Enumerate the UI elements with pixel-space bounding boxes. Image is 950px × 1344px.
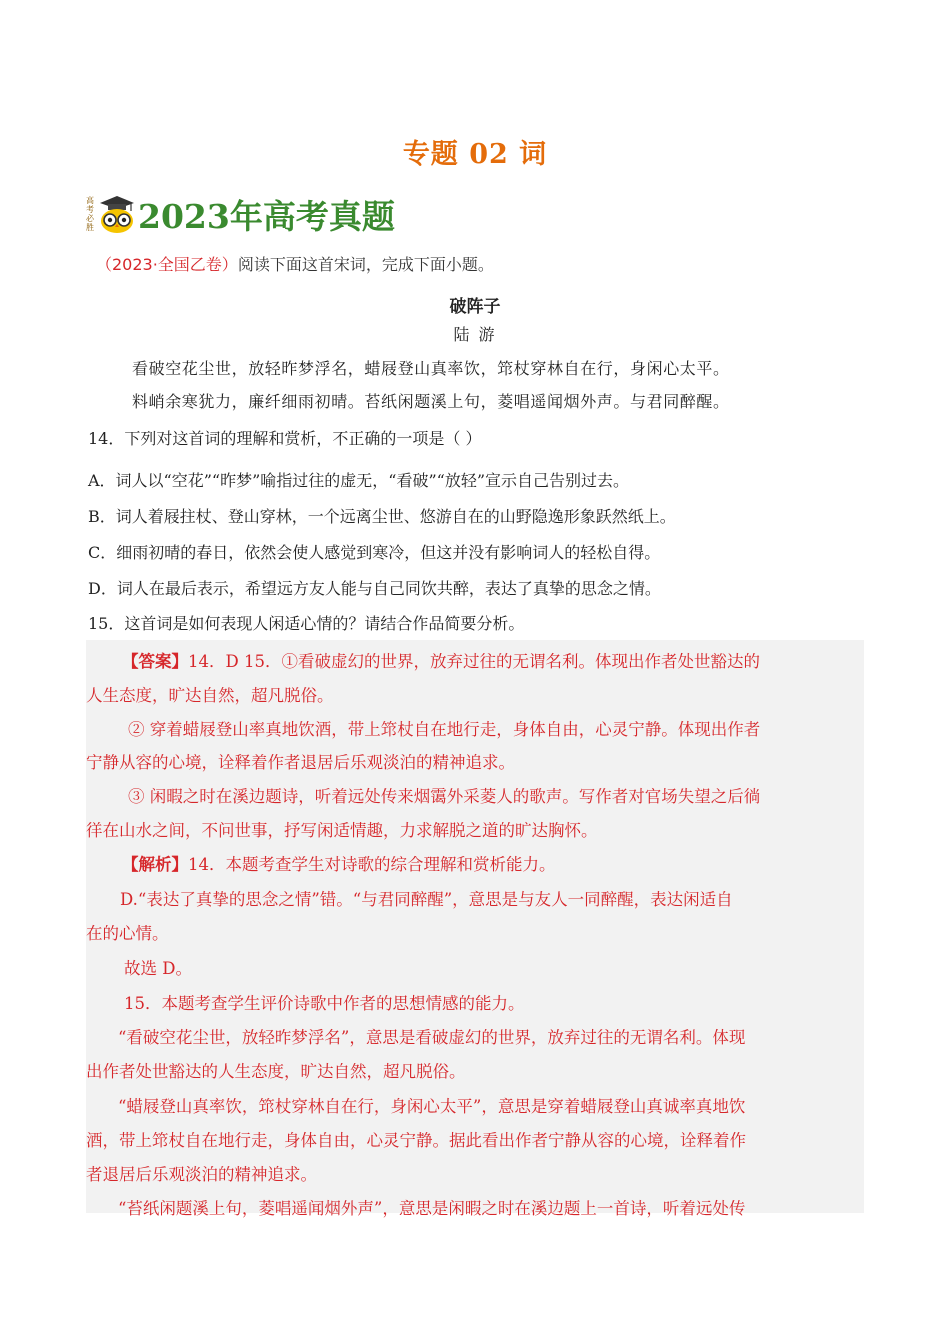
- analysis-line: 故选 D。: [124, 959, 192, 978]
- seal-char: 胜: [86, 223, 94, 232]
- answer-line: [122, 648, 760, 672]
- answer-line: ③ 闲暇之时在溪边题诗，听着远处传来烟霭外采菱人的歌声。写作者对官场失望之后徜: [128, 787, 761, 806]
- section-banner: [86, 190, 395, 238]
- option-c: C．细雨初晴的春日，依然会使人感觉到寒冷，但这并没有影响词人的轻松自得。: [88, 543, 661, 562]
- analysis-line: “苔纸闲题溪上句，菱唱遥闻烟外声”，意思是闲暇之时在溪边题上一首诗，听着远处传: [118, 1199, 746, 1218]
- seal-logo: [86, 196, 96, 232]
- analysis-line: “看破空花尘世，放轻昨梦浮名”，意思是看破虚幻的世界，放弃过往的无谓名利。体现: [118, 1028, 746, 1047]
- answer-line: 人生态度，旷达自然，超凡脱俗。: [86, 686, 334, 705]
- question-source: （2023·全国乙卷）: [96, 255, 238, 274]
- analysis-line: 出作者处世豁达的人生态度，旷达自然，超凡脱俗。: [86, 1062, 466, 1081]
- option-a: A．词人以“空花”“昨梦”喻指过往的虚无，“看破”“放轻”宣示自己告别过去。: [88, 471, 629, 490]
- question-14: 14．下列对这首词的理解和赏析，不正确的一项是（ ）: [88, 429, 482, 448]
- analysis-line: [122, 851, 556, 875]
- seal-char: 高: [86, 196, 94, 205]
- answer-label: 【答案】: [122, 652, 188, 671]
- option-d: D．词人在最后表示，希望远方友人能与自己同饮共醉，表达了真挚的思念之情。: [88, 579, 661, 598]
- analysis-line: D.“表达了真挚的思念之情”错。“与君同醉醒”，意思是与友人一同醉醒，表达闲适自: [120, 890, 733, 909]
- analysis-line: 15．本题考查学生评价诗歌中作者的思想情感的能力。: [124, 994, 525, 1013]
- analysis-line: “蜡屐登山真率饮，筇杖穿林自在行，身闲心太平”，意思是穿着蜡屐登山真诚率真地饮: [118, 1097, 746, 1116]
- poem-line: 看破空花尘世，放轻昨梦浮名，蜡屐登山真率饮，筇杖穿林自在行，身闲心太平。: [132, 359, 730, 378]
- analysis-label: 【解析】: [122, 855, 188, 874]
- answer-text: 14．D 15．①看破虚幻的世界，放弃过往的无谓名利。体现出作者处世豁达的: [188, 652, 760, 671]
- analysis-line: 酒，带上筇杖自在地行走，身体自由，心灵宁静。据此看出作者宁静从容的心境，诠释着作: [86, 1131, 746, 1150]
- intro-line: [96, 252, 494, 275]
- banner-title: 2023年高考真题: [138, 196, 395, 236]
- page-title: 专题 02 词: [402, 139, 548, 170]
- question-15: 15．这首词是如何表现人闲适心情的？请结合作品简要分析。: [88, 614, 525, 633]
- answer-line: 徉在山水之间，不问世事，抒写闲适情趣，力求解脱之道的旷达胸怀。: [86, 821, 598, 840]
- analysis-line: 在的心情。: [86, 924, 169, 943]
- owl-graduate-icon: [98, 194, 136, 234]
- answer-line: 宁静从容的心境，诠释着作者退居后乐观淡泊的精神追求。: [86, 753, 515, 772]
- poem-line: 料峭余寒犹力，廉纤细雨初晴。苔纸闲题溪上句，菱唱遥闻烟外声。与君同醉醒。: [132, 392, 730, 411]
- seal-char: 考: [86, 205, 94, 214]
- answer-line: ② 穿着蜡屐登山率真地饮酒，带上筇杖自在地行走，身体自由，心灵宁静。体现出作者: [128, 720, 761, 739]
- poem-title: 破阵子: [449, 297, 501, 317]
- seal-char: 必: [86, 214, 94, 223]
- option-b: B．词人着屐拄杖、登山穿林，一个远离尘世、悠游自在的山野隐逸形象跃然纸上。: [88, 507, 676, 526]
- analysis-line: 者退居后乐观淡泊的精神追求。: [86, 1165, 317, 1184]
- intro-text: 阅读下面这首宋词，完成下面小题。: [237, 255, 494, 274]
- analysis-text: 14．本题考查学生对诗歌的综合理解和赏析能力。: [188, 855, 556, 874]
- poem-author: 陆 游: [453, 325, 497, 344]
